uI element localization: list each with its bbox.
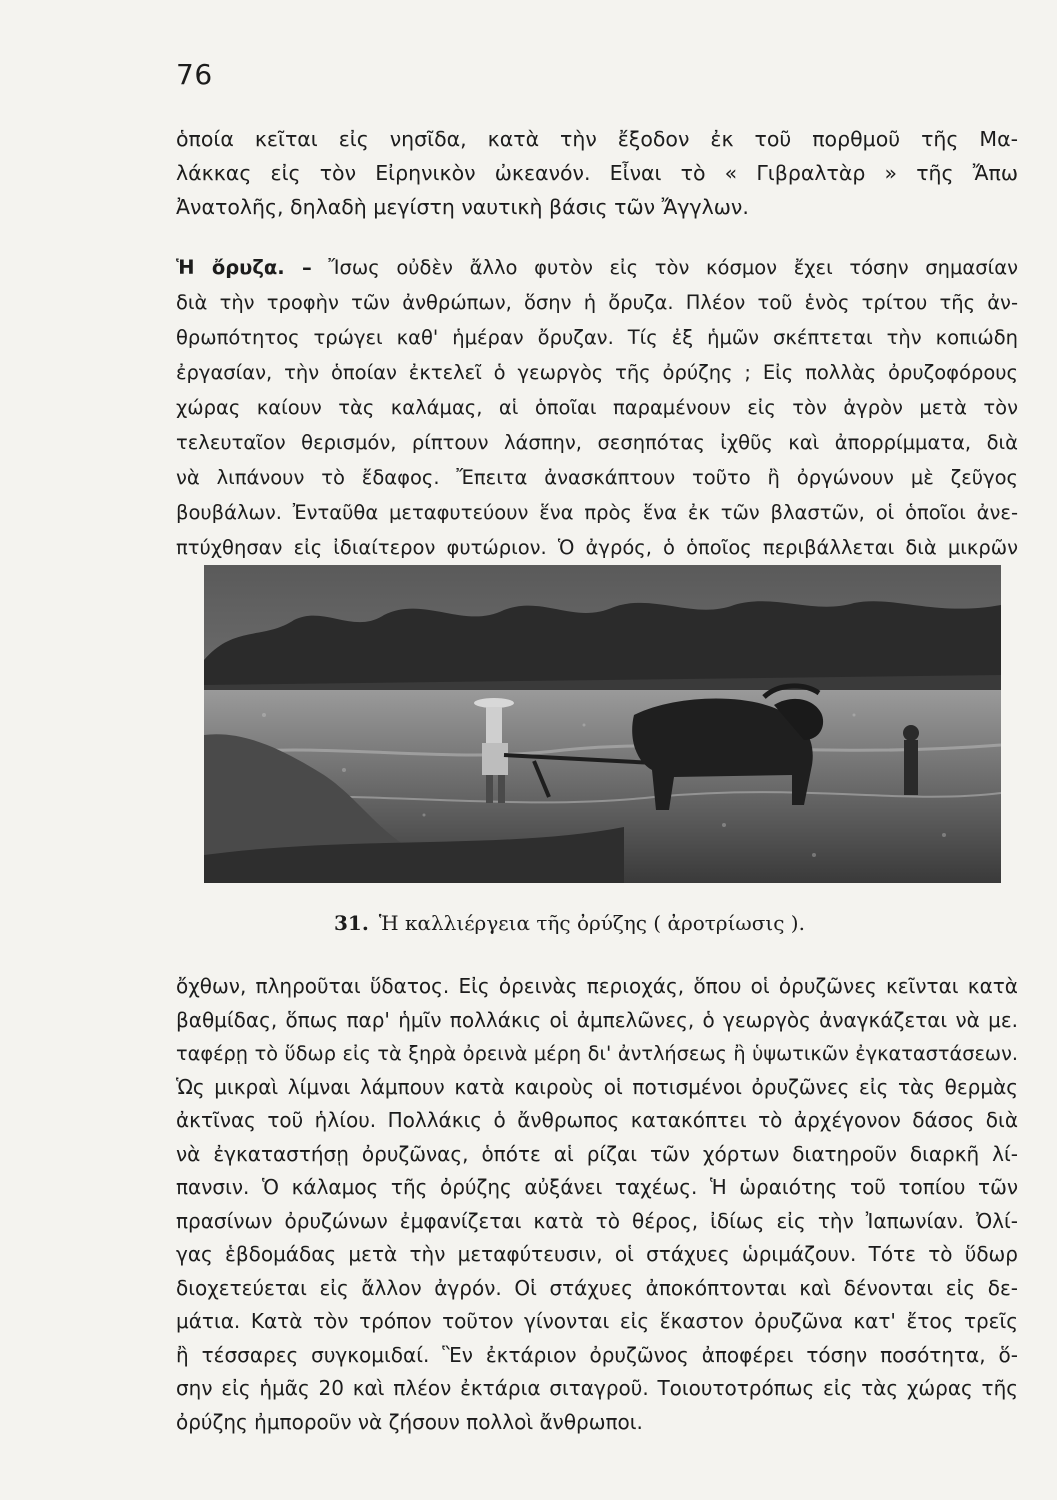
- top-paragraph: [176, 122, 1018, 225]
- text-line: χώρας καίουν τὰς καλάμας, αἱ ὁποῖαι παραμένουν εἰς τὸν ἀγρὸν μετὰ τὸν: [176, 396, 1018, 419]
- text-line: μάτια. Κατὰ τὸν τρόπον τοῦτον γίνονται εἰς ἕκαστον ὀρυζῶνα κατ' ἔτος τρεῖς: [176, 1309, 1018, 1333]
- photo-illustration: [204, 565, 1001, 883]
- text-line: ὀρύζης ἠμποροῦν νὰ ζήσουν πολλοὶ ἄνθρωποι.: [176, 1409, 643, 1434]
- text-line: θρωπότητος τρώγει καθ' ἡμέραν ὄρυζαν. Τίς ἐξ ἡμῶν σκέπτεται τὴν κοπιώδη: [176, 326, 1018, 349]
- text-line: διὰ τὴν τροφὴν τῶν ἀνθρώπων, ὅσην ἡ ὄρυζα. Πλέον τοῦ ἑνὸς τρίτου τῆς ἀν-: [176, 291, 1018, 314]
- text-line: βουβάλων. Ἐνταῦθα μεταφυτεύουν ἕνα πρὸς ἕνα ἐκ τῶν βλαστῶν, οἱ ὁποῖοι ἀνε-: [176, 501, 1018, 524]
- section-heading: Ἡ ὄρυζα. –: [176, 256, 312, 279]
- figure-caption: [334, 911, 805, 935]
- text-line: τελευταῖον θερισμόν, ρίπτουν λάσπην, σεσηπότας ἰχθῦς καὶ ἀπορρίμματα, διὰ: [176, 431, 1018, 454]
- text-line: γας ἑβδομάδας μετὰ τὴν μεταφύτευσιν, οἱ στάχυες ὡριμάζουν. Τότε τὸ ὕδωρ: [176, 1242, 1018, 1266]
- text-run: Ἴσως οὐδὲν ἄλλο φυτὸν εἰς τὸν κόσμον ἔχει τόσην σημασίαν: [328, 256, 1018, 279]
- bottom-paragraph: [176, 970, 1018, 1439]
- rice-plowing-photo: [204, 565, 1001, 883]
- text-line: πρασίνων ὀρυζώνων ἐμφανίζεται κατὰ τὸ θέρος, ἰδίως εἰς τὴν Ἰαπωνίαν. Ὀλί-: [176, 1208, 1018, 1233]
- text-line: Ἀνατολῆς, δηλαδὴ μεγίστη ναυτικὴ βάσις τῶν Ἄγγλων.: [176, 195, 749, 220]
- text-line: [176, 250, 1018, 285]
- text-line: πτύχθησαν εἰς ἰδιαίτερον φυτώριον. Ὁ ἀγρός, ὁ ὁποῖος περιβάλλεται διὰ μικρῶν: [176, 536, 1018, 559]
- text-line: ὁποία κεῖται εἰς νησῖδα, κατὰ τὴν ἔξοδον ἐκ τοῦ πορθμοῦ τῆς Μα-: [176, 127, 1018, 151]
- figure-number: 31.: [334, 911, 369, 935]
- text-line: νὰ λιπάνουν τὸ ἔδαφος. Ἔπειτα ἀνασκάπτουν τοῦτο ἢ ὀργώνουν μὲ ζεῦγος: [176, 466, 1018, 489]
- text-line: πανσιν. Ὁ κάλαμος τῆς ὀρύζης αὐξάνει ταχέως. Ἡ ὡραιότης τοῦ τοπίου τῶν: [176, 1175, 1018, 1199]
- text-line: βαθμίδας, ὅπως παρ' ἡμῖν πολλάκις οἱ ἀμπελῶνες, ὁ γεωργὸς ἀναγκάζεται νὰ με.: [176, 1007, 1018, 1032]
- text-line: σην εἰς ἡμᾶς 20 καὶ πλέον ἐκτάρια σιταγροῦ. Τοιουτοτρόπως εἰς τὰς χώρας τῆς: [176, 1376, 1018, 1400]
- rice-section: [176, 250, 1018, 565]
- text-line: διοχετεύεται εἰς ἄλλον ἀγρόν. Οἱ στάχυες ἀποκόπτονται καὶ δένονται εἰς δε-: [176, 1275, 1018, 1300]
- text-line: Ὡς μικραὶ λίμναι λάμπουν κατὰ καιροὺς οἱ ποτισμένοι ὀρυζῶνες εἰς τὰς θερμὰς: [176, 1074, 1018, 1099]
- text-line: ἐργασίαν, τὴν ὁποίαν ἐκτελεῖ ὁ γεωργὸς τῆς ὀρύζης ; Εἰς πολλὰς ὀρυζοφόρους: [176, 361, 1018, 384]
- caption-text: Ἡ καλλιέργεια τῆς ὀρύζης ( ἀροτρίωσις ).: [378, 911, 805, 935]
- text-line: νὰ ἐγκαταστήσῃ ὀρυζῶνας, ὁπότε αἱ ρίζαι τῶν χόρτων διατηροῦν διαρκῆ λί-: [176, 1141, 1018, 1166]
- text-line: ὄχθων, πληροῦται ὕδατος. Εἰς ὀρεινὰς περιοχάς, ὅπου οἱ ὀρυζῶνες κεῖνται κατὰ: [176, 974, 1018, 998]
- text-line: ἀκτῖνας τοῦ ἡλίου. Πολλάκις ὁ ἄνθρωπος κατακόπτει τὸ ἀρχέγονον δάσος διὰ: [176, 1108, 1018, 1132]
- page-number: 76: [176, 58, 213, 91]
- text-line: ταφέρῃ τὸ ὕδωρ εἰς τὰ ξηρὰ ὀρεινὰ μέρη δι' ἀντλήσεως ἢ ὑψωτικῶν ἐγκαταστάσεων.: [176, 1042, 1018, 1065]
- text-line: ἢ τέσσαρες συγκομιδαί. Ἓν ἐκτάριον ὀρυζῶνος ἀποφέρει τόσην ποσότητα, ὅ-: [176, 1342, 1018, 1367]
- text-line: λάκκας εἰς τὸν Εἰρηνικὸν ὠκεανόν. Εἶναι τὸ « Γιβραλτὰρ » τῆς Ἄπω: [176, 161, 1018, 186]
